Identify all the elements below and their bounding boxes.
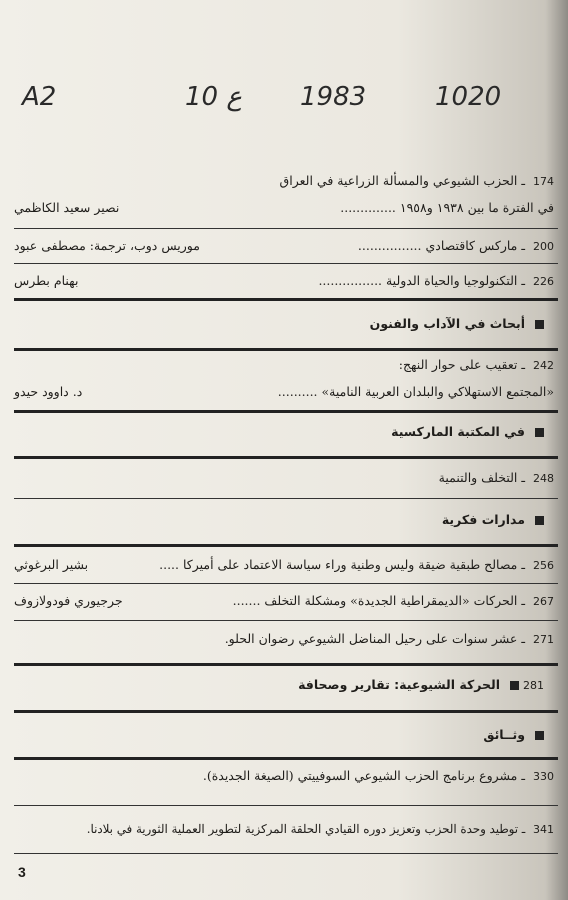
entry-page: 200 — [533, 240, 554, 253]
toc-entry-cont — [14, 199, 554, 217]
divider — [14, 853, 558, 854]
section-rule — [14, 663, 558, 666]
entry-title-2: في الفترة ما بين ١٩٣٨ و١٩٥٨ .............. — [340, 200, 554, 215]
toc-entry — [14, 272, 554, 291]
entry-title: ـ التخلف والتنمية — [438, 470, 526, 485]
section-heading: مدارات فكرية — [14, 512, 544, 527]
toc-entry — [14, 592, 554, 611]
divider — [14, 263, 558, 264]
toc-entry — [14, 237, 554, 256]
divider — [14, 805, 558, 806]
entry-author: د. داوود حيدو — [14, 384, 83, 399]
entry-title: ـ مصالح طبقية ضيقة وليس وطنية وراء سياسة الاعتماد على أميركا ..... — [159, 557, 526, 572]
entry-title: ـ ماركس كاقتصادي ................ — [357, 238, 526, 253]
toc-entry — [14, 469, 554, 488]
section-rule — [14, 757, 558, 760]
toc-entry — [14, 356, 554, 375]
entry-author: نصير سعيد الكاظمي — [14, 200, 120, 215]
section-rule — [14, 710, 558, 713]
handwriting-c: 1983 — [300, 82, 367, 112]
entry-page: 267 — [533, 595, 554, 608]
entry-page: 330 — [533, 770, 554, 783]
section-rule — [14, 410, 558, 413]
toc-entry — [14, 767, 554, 786]
toc-entry — [14, 172, 554, 191]
divider — [14, 228, 558, 229]
square-bullet-icon — [535, 320, 544, 329]
handwriting-b: 10 ع — [185, 82, 242, 112]
toc-entry-cont — [14, 383, 554, 401]
divider — [14, 583, 558, 584]
entry-title: ـ عشر سنوات على رحيل المناضل الشيوعي رضوان الحلو. — [224, 631, 526, 646]
entry-title: ـ تعقيب على حوار النهج: — [398, 357, 526, 372]
divider — [14, 620, 558, 621]
entry-author: بهنام بطرس — [14, 273, 79, 288]
entry-page: 174 — [533, 175, 554, 188]
toc-entry — [14, 630, 554, 649]
section-heading: في المكتبة الماركسية — [14, 424, 544, 439]
entry-title: ـ توطيد وحدة الحزب وتعزيز دوره القيادي الحلقة المركزية لتطوير العملية الثورية في بلادنا. — [86, 822, 526, 836]
entry-title: ـ الحزب الشيوعي والمسألة الزراعية في العراق — [279, 173, 526, 188]
page-number: 3 — [18, 864, 26, 880]
entry-page: 242 — [533, 359, 554, 372]
handwriting-d: 1020 — [435, 82, 502, 112]
entry-author: موريس دوب، ترجمة: مصطفى عبود — [14, 238, 200, 253]
section-rule — [14, 348, 558, 351]
square-bullet-icon — [535, 428, 544, 437]
entry-title: ـ مشروع برنامج الحزب الشيوعي السوفييتي (الصيغة الجديدة). — [202, 768, 526, 783]
entry-page: 281 — [523, 679, 544, 692]
entry-page: 248 — [533, 472, 554, 485]
entry-author: جرجيوري فودولازوف — [14, 593, 123, 608]
section-rule — [14, 298, 558, 301]
square-bullet-icon — [535, 731, 544, 740]
square-bullet-icon — [510, 681, 519, 690]
section-rule — [14, 544, 558, 547]
section-heading: 281الحركة الشيوعية: تقارير وصحافة — [298, 677, 544, 692]
entry-page: 271 — [533, 633, 554, 646]
entry-author: بشير البرغوثي — [14, 557, 89, 572]
entry-title: ـ الحركات «الديمقراطية الجديدة» ومشكلة التخلف ....... — [232, 593, 526, 608]
entry-title: ـ التكنولوجيا والحياة الدولية ................ — [318, 273, 526, 288]
handwriting-a: A2 — [22, 82, 57, 112]
entry-page: 256 — [533, 559, 554, 572]
section-heading: أبحاث في الآداب والفنون — [14, 316, 544, 331]
divider — [14, 498, 558, 499]
handwritten-annotation — [20, 82, 520, 122]
toc-entry — [14, 556, 554, 575]
entry-title-2: «المجتمع الاستهلاكي والبلدان العربية النامية» .......... — [277, 384, 554, 399]
section-heading: وثــائق — [14, 727, 544, 742]
toc-entry — [14, 820, 554, 839]
square-bullet-icon — [535, 516, 544, 525]
entry-page: 226 — [533, 275, 554, 288]
entry-page: 341 — [533, 823, 554, 836]
section-rule — [14, 456, 558, 459]
